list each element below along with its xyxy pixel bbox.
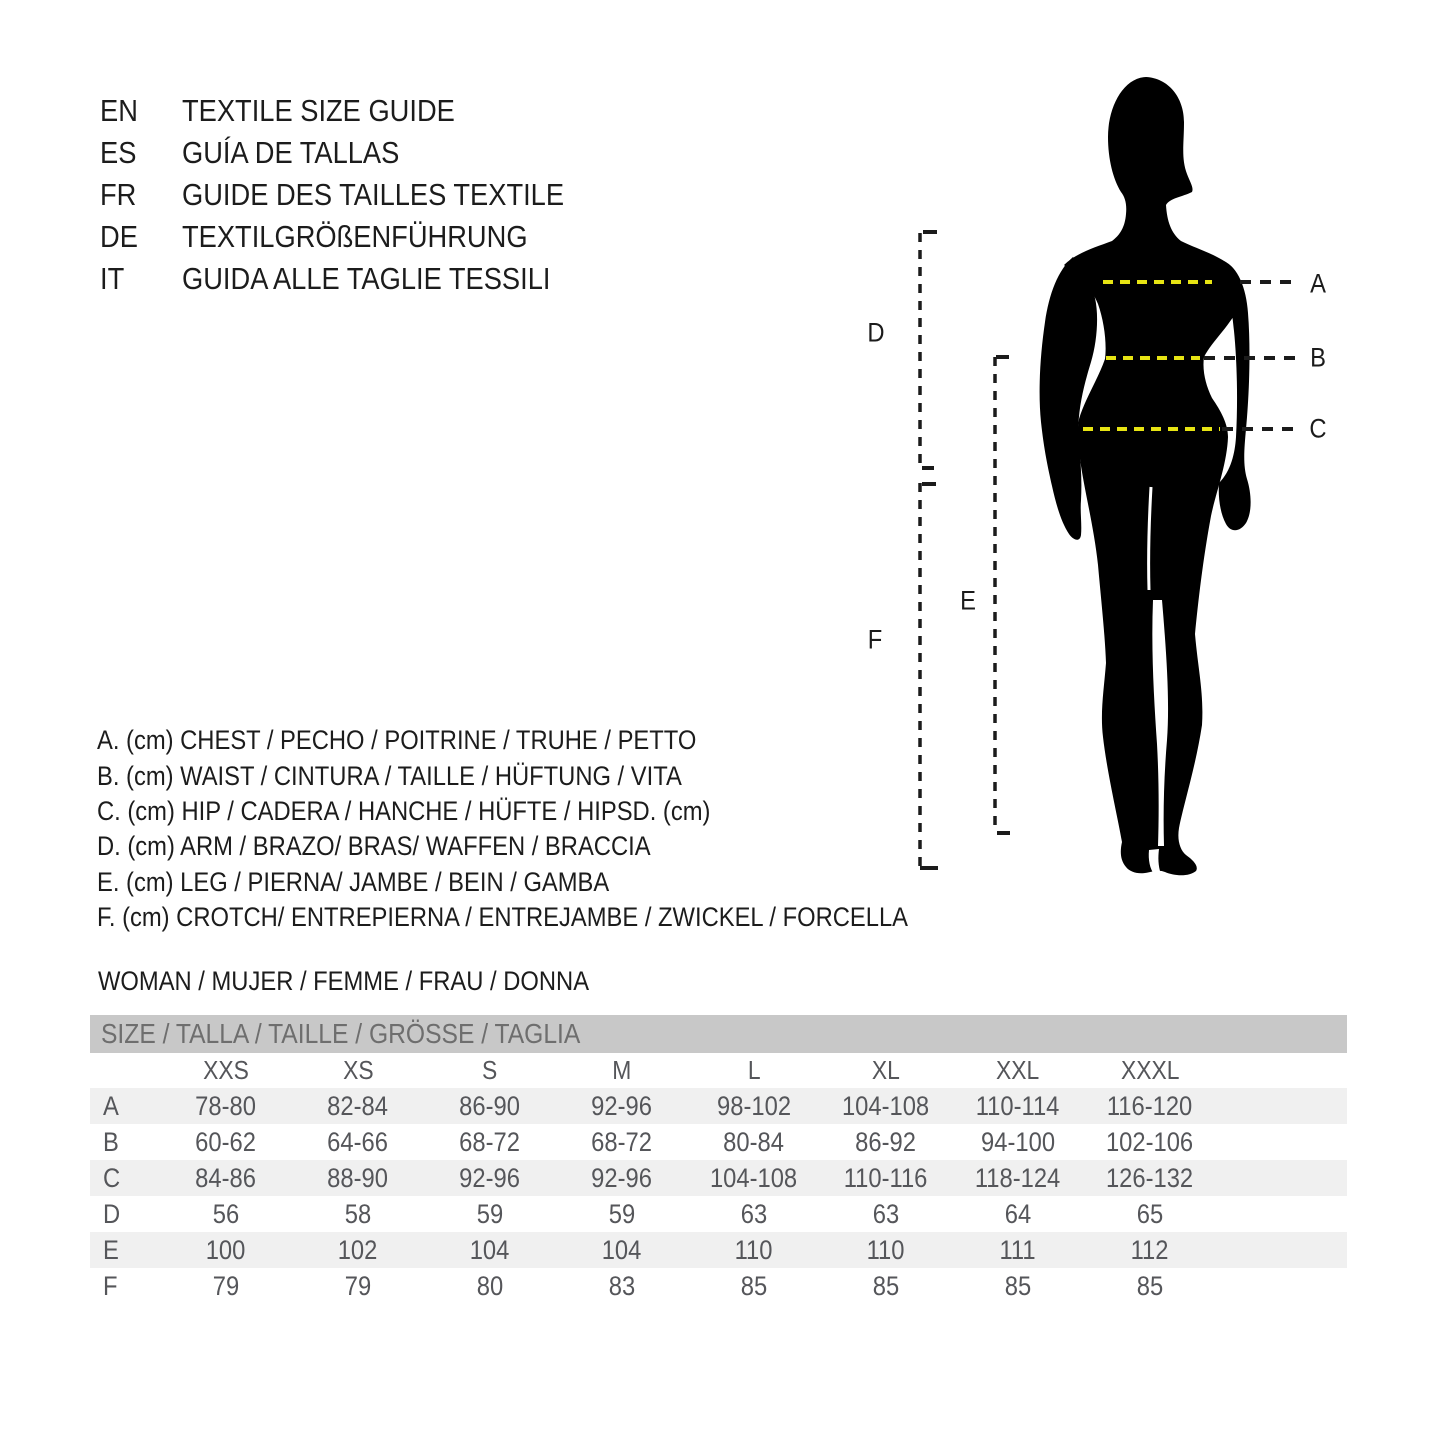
size-value-cell (820, 1232, 952, 1268)
language-code-text: EN (100, 93, 138, 128)
size-column-header-text: M (612, 1055, 632, 1085)
size-value-cell (424, 1088, 556, 1124)
size-value-cell (688, 1124, 820, 1160)
size-value-text: 58 (344, 1198, 372, 1229)
size-value-cell (292, 1088, 424, 1124)
measurement-legend (97, 723, 1019, 935)
size-value-cell (160, 1268, 292, 1304)
size-value-cell (1084, 1124, 1216, 1160)
guide-title (182, 261, 616, 297)
measure-label-a-text: A (1310, 268, 1326, 299)
legend-line-e (97, 865, 1019, 900)
size-value-cell (952, 1268, 1084, 1304)
row-label-text: C (103, 1162, 121, 1193)
size-value-cell (688, 1196, 820, 1232)
size-value-cell (1084, 1232, 1216, 1268)
gender-title (98, 966, 656, 996)
size-value-cell (424, 1124, 556, 1160)
language-code-text: FR (100, 177, 137, 212)
legend-line-d-text: D. (cm) ARM / BRAZO/ BRAS/ WAFFEN / BRACCIA (97, 831, 651, 862)
row-label-text: B (103, 1126, 119, 1157)
guide-title-text: GUÍA DE TALLAS (182, 135, 400, 170)
size-column-header (820, 1053, 952, 1088)
size-value-cell (424, 1196, 556, 1232)
guide-title-text: TEXTILGRÖßENFÜHRUNG (182, 219, 528, 254)
legend-line-c (97, 794, 1019, 829)
legend-line-c-text: C. (cm) HIP / CADERA / HANCHE / HÜFTE / HIPSD. (cm) (97, 795, 711, 826)
size-value-cell (820, 1196, 952, 1232)
size-value-text: 100 (206, 1234, 246, 1265)
size-value-text: 86-92 (855, 1126, 917, 1157)
size-value-text: 104-108 (710, 1162, 798, 1193)
size-value-cell (952, 1232, 1084, 1268)
measure-label-b (1309, 343, 1327, 374)
size-value-cell (556, 1088, 688, 1124)
size-value-cell (1084, 1160, 1216, 1196)
size-value-text: 82-84 (327, 1090, 389, 1121)
size-column-header (424, 1053, 556, 1088)
size-value-text: 110 (867, 1234, 905, 1265)
size-value-cell (160, 1196, 292, 1232)
size-table-header-text: SIZE / TALLA / TAILLE / GRÖSSE / TAGLIA (101, 1018, 581, 1049)
size-value-text: 68-72 (591, 1126, 653, 1157)
size-value-text: 68-72 (459, 1126, 521, 1157)
size-column-header (1084, 1053, 1216, 1088)
language-title-block (100, 90, 616, 300)
size-value-text: 84-86 (195, 1162, 257, 1193)
size-value-cell (952, 1160, 1084, 1196)
size-value-text: 86-90 (459, 1090, 521, 1121)
legend-line-b-text: B. (cm) WAIST / CINTURA / TAILLE / HÜFTUNG / VITA (97, 760, 682, 791)
measure-label-b-text: B (1310, 342, 1326, 373)
size-column-header (952, 1053, 1084, 1088)
size-value-text: 80-84 (723, 1126, 785, 1157)
size-column-header (688, 1053, 820, 1088)
size-value-text: 110-114 (976, 1090, 1060, 1121)
size-value-text: 104 (470, 1234, 510, 1265)
size-value-cell (160, 1160, 292, 1196)
size-column-header-text: XL (872, 1055, 900, 1085)
legend-line-a (97, 723, 1019, 758)
size-value-text: 85 (872, 1270, 900, 1301)
size-value-cell (688, 1268, 820, 1304)
size-value-cell (292, 1232, 424, 1268)
language-code (100, 177, 182, 213)
size-column-header (556, 1053, 688, 1088)
table-row-c (90, 1160, 1347, 1196)
size-value-text: 102-106 (1106, 1126, 1194, 1157)
size-value-cell (424, 1232, 556, 1268)
size-value-cell (1084, 1268, 1216, 1304)
size-value-text: 98-102 (716, 1090, 791, 1121)
legend-line-e-text: E. (cm) LEG / PIERNA/ JAMBE / BEIN / GAMBA (97, 866, 610, 897)
size-value-cell (820, 1088, 952, 1124)
size-value-text: 92-96 (459, 1162, 521, 1193)
size-value-cell (556, 1232, 688, 1268)
table-row-b (90, 1124, 1347, 1160)
size-value-cell (1084, 1196, 1216, 1232)
size-value-cell (160, 1088, 292, 1124)
size-value-text: 88-90 (327, 1162, 389, 1193)
size-value-cell (292, 1124, 424, 1160)
size-value-cell (424, 1268, 556, 1304)
size-value-text: 78-80 (195, 1090, 257, 1121)
size-value-text: 85 (1004, 1270, 1032, 1301)
size-value-text: 80 (476, 1270, 504, 1301)
size-value-cell (556, 1196, 688, 1232)
guide-title-text: TEXTILE SIZE GUIDE (182, 93, 455, 128)
table-row-e (90, 1232, 1347, 1268)
size-value-cell (1084, 1088, 1216, 1124)
language-code (100, 261, 182, 297)
size-value-text: 63 (740, 1198, 768, 1229)
legend-line-d (97, 829, 1019, 864)
size-header-row (90, 1053, 1347, 1088)
size-column-header (160, 1053, 292, 1088)
size-value-text: 112 (1131, 1234, 1169, 1265)
language-row (100, 174, 616, 216)
language-row (100, 132, 616, 174)
measure-label-c-text: C (1309, 413, 1327, 444)
size-value-cell (952, 1196, 1084, 1232)
measure-label-e-text: E (960, 585, 976, 616)
guide-title (182, 177, 616, 213)
row-label (90, 1268, 160, 1304)
row-label-text: E (103, 1234, 119, 1265)
language-code (100, 93, 182, 129)
legend-line-f-text: F. (cm) CROTCH/ ENTREPIERNA / ENTREJAMBE / ZWICKEL / FORCELLA (97, 902, 909, 933)
size-value-text: 56 (212, 1198, 240, 1229)
size-value-text: 85 (740, 1270, 768, 1301)
guide-title-text: GUIDA ALLE TAGLIE TESSILI (182, 261, 551, 296)
language-code (100, 219, 182, 255)
size-value-text: 94-100 (980, 1126, 1055, 1157)
size-value-text: 79 (212, 1270, 240, 1301)
measure-label-d (866, 318, 886, 349)
size-value-cell (424, 1160, 556, 1196)
gender-title-text: WOMAN / MUJER / FEMME / FRAU / DONNA (98, 965, 590, 996)
measure-label-f (867, 625, 884, 656)
language-row (100, 216, 616, 258)
measure-label-f-text: F (867, 624, 883, 655)
size-value-cell (820, 1268, 952, 1304)
size-column-header-text: S (482, 1055, 498, 1085)
size-value-cell (292, 1268, 424, 1304)
size-value-cell (820, 1160, 952, 1196)
guide-title (182, 93, 616, 129)
size-value-text: 116-120 (1107, 1090, 1193, 1121)
size-value-text: 83 (608, 1270, 636, 1301)
row-label-text: A (103, 1090, 119, 1121)
size-value-cell (556, 1268, 688, 1304)
woman-silhouette (1064, 77, 1241, 875)
language-row (100, 90, 616, 132)
row-label (90, 1232, 160, 1268)
size-column-header-text: XXL (996, 1055, 1040, 1085)
size-value-text: 126-132 (1106, 1162, 1194, 1193)
size-value-text: 118-124 (975, 1162, 1061, 1193)
language-code (100, 135, 182, 171)
size-value-text: 64-66 (327, 1126, 389, 1157)
measure-label-a (1309, 269, 1327, 300)
size-header-spacer (90, 1053, 160, 1088)
language-code-text: IT (100, 261, 125, 296)
size-value-cell (952, 1124, 1084, 1160)
measure-label-c (1308, 414, 1328, 445)
row-label (90, 1088, 160, 1124)
guide-title-text: GUIDE DES TAILLES TEXTILE (182, 177, 565, 212)
measure-label-e (959, 586, 977, 617)
size-value-text: 79 (344, 1270, 372, 1301)
table-row-f (90, 1268, 1347, 1304)
guide-title (182, 219, 616, 255)
size-value-text: 104 (602, 1234, 642, 1265)
table-row-d (90, 1196, 1347, 1232)
size-value-cell (160, 1232, 292, 1268)
size-value-text: 110 (735, 1234, 773, 1265)
size-value-cell (688, 1160, 820, 1196)
size-column-header-text: L (747, 1055, 761, 1085)
size-value-cell (160, 1124, 292, 1160)
row-label (90, 1196, 160, 1232)
size-value-text: 92-96 (591, 1162, 653, 1193)
legend-line-b (97, 758, 1019, 793)
size-column-header-text: XS (342, 1055, 374, 1085)
size-value-text: 104-108 (842, 1090, 930, 1121)
size-value-text: 102 (338, 1234, 378, 1265)
size-value-cell (688, 1232, 820, 1268)
legend-line-a-text: A. (cm) CHEST / PECHO / POITRINE / TRUHE / PETTO (97, 725, 697, 756)
row-label-text: D (103, 1198, 121, 1229)
size-value-text: 110-116 (844, 1162, 928, 1193)
size-value-cell (556, 1160, 688, 1196)
size-value-cell (292, 1160, 424, 1196)
language-code-text: DE (100, 219, 138, 254)
size-column-header-text: XXXL (1120, 1055, 1180, 1085)
size-value-cell (556, 1124, 688, 1160)
language-row (100, 258, 616, 300)
language-code-text: ES (100, 135, 137, 170)
size-value-text: 59 (608, 1198, 636, 1229)
size-value-text: 65 (1136, 1198, 1164, 1229)
size-table-header-bar (90, 1015, 1347, 1053)
size-value-cell (820, 1124, 952, 1160)
size-value-text: 60-62 (195, 1126, 257, 1157)
size-value-cell (952, 1088, 1084, 1124)
size-column-header-text: XXS (203, 1055, 249, 1085)
legend-line-f (97, 900, 1019, 935)
row-label (90, 1160, 160, 1196)
measure-label-d-text: D (867, 317, 885, 348)
size-table-rows (90, 1088, 1347, 1304)
table-row-a (90, 1088, 1347, 1124)
row-label (90, 1124, 160, 1160)
size-column-header (292, 1053, 424, 1088)
size-value-text: 85 (1136, 1270, 1164, 1301)
size-value-text: 64 (1004, 1198, 1032, 1229)
size-table (90, 1015, 1347, 1304)
size-value-text: 111 (999, 1234, 1037, 1265)
row-label-text: F (103, 1270, 118, 1301)
size-value-cell (688, 1088, 820, 1124)
guide-title (182, 135, 616, 171)
size-value-text: 59 (476, 1198, 504, 1229)
size-value-text: 92-96 (591, 1090, 653, 1121)
size-value-cell (292, 1196, 424, 1232)
size-value-text: 63 (872, 1198, 900, 1229)
